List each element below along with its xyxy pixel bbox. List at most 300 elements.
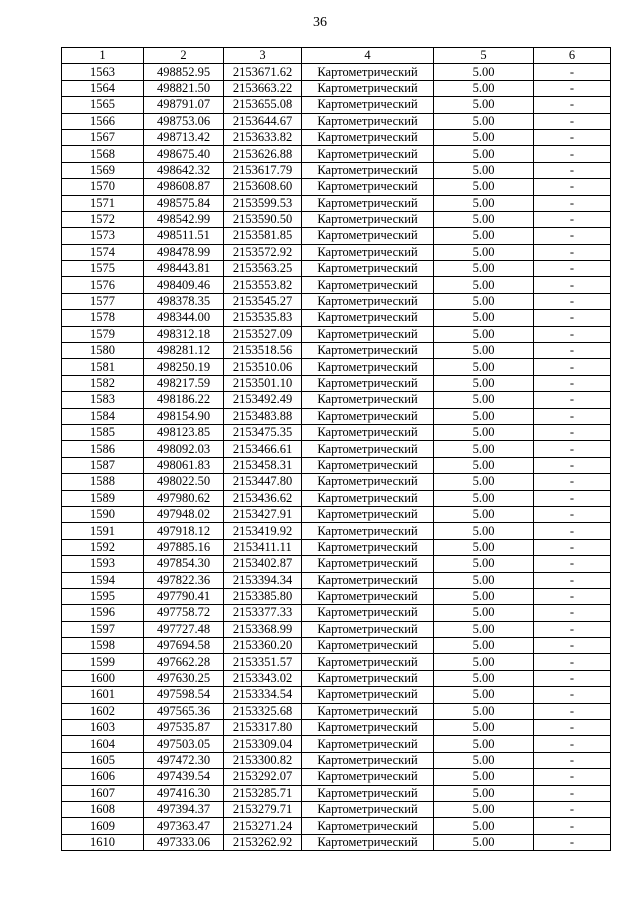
accuracy-cell: 5.00 — [434, 293, 534, 309]
accuracy-cell: 5.00 — [434, 343, 534, 359]
table-row — [62, 261, 611, 277]
method-cell: Картометрический — [302, 670, 434, 686]
accuracy-cell: 5.00 — [434, 539, 534, 555]
x-coordinate-cell: 497535.87 — [144, 720, 224, 736]
note-cell: - — [534, 211, 611, 227]
method-cell: Картометрический — [302, 801, 434, 817]
note-cell: - — [534, 343, 611, 359]
header-cell-3: 3 — [224, 48, 302, 64]
point-number-cell: 1590 — [62, 506, 144, 522]
x-coordinate-cell: 498753.06 — [144, 113, 224, 129]
point-number-cell: 1581 — [62, 359, 144, 375]
x-coordinate-cell: 497472.30 — [144, 752, 224, 768]
accuracy-cell: 5.00 — [434, 638, 534, 654]
y-coordinate-cell: 2153535.83 — [224, 310, 302, 326]
method-cell: Картометрический — [302, 703, 434, 719]
y-coordinate-cell: 2153553.82 — [224, 277, 302, 293]
accuracy-cell: 5.00 — [434, 523, 534, 539]
note-cell: - — [534, 392, 611, 408]
point-number-cell: 1599 — [62, 654, 144, 670]
y-coordinate-cell: 2153325.68 — [224, 703, 302, 719]
accuracy-cell: 5.00 — [434, 572, 534, 588]
table-row — [62, 474, 611, 490]
method-cell: Картометрический — [302, 818, 434, 834]
x-coordinate-cell: 498409.46 — [144, 277, 224, 293]
note-cell: - — [534, 474, 611, 490]
x-coordinate-cell: 497439.54 — [144, 769, 224, 785]
table-row — [62, 195, 611, 211]
point-number-cell: 1575 — [62, 261, 144, 277]
point-number-cell: 1600 — [62, 670, 144, 686]
y-coordinate-cell: 2153617.79 — [224, 162, 302, 178]
method-cell: Картометрический — [302, 310, 434, 326]
point-number-cell: 1578 — [62, 310, 144, 326]
point-number-cell: 1580 — [62, 343, 144, 359]
accuracy-cell: 5.00 — [434, 375, 534, 391]
x-coordinate-cell: 498478.99 — [144, 244, 224, 260]
note-cell: - — [534, 97, 611, 113]
y-coordinate-cell: 2153394.34 — [224, 572, 302, 588]
accuracy-cell: 5.00 — [434, 162, 534, 178]
point-number-cell: 1593 — [62, 556, 144, 572]
note-cell: - — [534, 129, 611, 145]
method-cell: Картометрический — [302, 195, 434, 211]
accuracy-cell: 5.00 — [434, 326, 534, 342]
header-cell-4: 4 — [302, 48, 434, 64]
note-cell: - — [534, 64, 611, 80]
accuracy-cell: 5.00 — [434, 211, 534, 227]
y-coordinate-cell: 2153655.08 — [224, 97, 302, 113]
y-coordinate-cell: 2153279.71 — [224, 801, 302, 817]
table-row — [62, 572, 611, 588]
note-cell: - — [534, 506, 611, 522]
accuracy-cell: 5.00 — [434, 424, 534, 440]
header-cell-1: 1 — [62, 48, 144, 64]
table-row — [62, 539, 611, 555]
note-cell: - — [534, 277, 611, 293]
method-cell: Картометрический — [302, 277, 434, 293]
point-number-cell: 1604 — [62, 736, 144, 752]
y-coordinate-cell: 2153475.35 — [224, 424, 302, 440]
table-row — [62, 588, 611, 604]
accuracy-cell: 5.00 — [434, 228, 534, 244]
x-coordinate-cell: 498443.81 — [144, 261, 224, 277]
x-coordinate-cell: 498250.19 — [144, 359, 224, 375]
point-number-cell: 1574 — [62, 244, 144, 260]
note-cell: - — [534, 588, 611, 604]
method-cell: Картометрический — [302, 638, 434, 654]
x-coordinate-cell: 498217.59 — [144, 375, 224, 391]
x-coordinate-cell: 498061.83 — [144, 457, 224, 473]
point-number-cell: 1595 — [62, 588, 144, 604]
table-row — [62, 375, 611, 391]
accuracy-cell: 5.00 — [434, 588, 534, 604]
note-cell: - — [534, 638, 611, 654]
table-row — [62, 654, 611, 670]
point-number-cell: 1605 — [62, 752, 144, 768]
method-cell: Картометрический — [302, 457, 434, 473]
y-coordinate-cell: 2153510.06 — [224, 359, 302, 375]
note-cell: - — [534, 490, 611, 506]
y-coordinate-cell: 2153518.56 — [224, 343, 302, 359]
method-cell: Картометрический — [302, 523, 434, 539]
table-row — [62, 556, 611, 572]
table-row — [62, 441, 611, 457]
accuracy-cell: 5.00 — [434, 556, 534, 572]
accuracy-cell: 5.00 — [434, 80, 534, 96]
point-number-cell: 1563 — [62, 64, 144, 80]
note-cell: - — [534, 556, 611, 572]
table-row — [62, 785, 611, 801]
accuracy-cell: 5.00 — [434, 834, 534, 850]
x-coordinate-cell: 498642.32 — [144, 162, 224, 178]
table-row — [62, 621, 611, 637]
method-cell: Картометрический — [302, 392, 434, 408]
point-number-cell: 1603 — [62, 720, 144, 736]
x-coordinate-cell: 497918.12 — [144, 523, 224, 539]
point-number-cell: 1591 — [62, 523, 144, 539]
table-row — [62, 752, 611, 768]
table-row — [62, 277, 611, 293]
method-cell: Картометрический — [302, 326, 434, 342]
method-cell: Картометрический — [302, 146, 434, 162]
y-coordinate-cell: 2153492.49 — [224, 392, 302, 408]
accuracy-cell: 5.00 — [434, 129, 534, 145]
accuracy-cell: 5.00 — [434, 261, 534, 277]
table-header — [62, 48, 611, 64]
method-cell: Картометрический — [302, 506, 434, 522]
method-cell: Картометрический — [302, 375, 434, 391]
point-number-cell: 1584 — [62, 408, 144, 424]
point-number-cell: 1567 — [62, 129, 144, 145]
method-cell: Картометрический — [302, 834, 434, 850]
x-coordinate-cell: 498675.40 — [144, 146, 224, 162]
x-coordinate-cell: 498542.99 — [144, 211, 224, 227]
x-coordinate-cell: 498312.18 — [144, 326, 224, 342]
accuracy-cell: 5.00 — [434, 392, 534, 408]
y-coordinate-cell: 2153599.53 — [224, 195, 302, 211]
point-number-cell: 1583 — [62, 392, 144, 408]
y-coordinate-cell: 2153262.92 — [224, 834, 302, 850]
accuracy-cell: 5.00 — [434, 474, 534, 490]
x-coordinate-cell: 497363.47 — [144, 818, 224, 834]
table-row — [62, 359, 611, 375]
y-coordinate-cell: 2153466.61 — [224, 441, 302, 457]
method-cell: Картометрический — [302, 605, 434, 621]
x-coordinate-cell: 497694.58 — [144, 638, 224, 654]
y-coordinate-cell: 2153334.54 — [224, 687, 302, 703]
table-row — [62, 293, 611, 309]
point-number-cell: 1564 — [62, 80, 144, 96]
accuracy-cell: 5.00 — [434, 720, 534, 736]
accuracy-cell: 5.00 — [434, 146, 534, 162]
point-number-cell: 1577 — [62, 293, 144, 309]
y-coordinate-cell: 2153368.99 — [224, 621, 302, 637]
x-coordinate-cell: 497758.72 — [144, 605, 224, 621]
table-row — [62, 605, 611, 621]
y-coordinate-cell: 2153309.04 — [224, 736, 302, 752]
x-coordinate-cell: 497416.30 — [144, 785, 224, 801]
table-row — [62, 228, 611, 244]
note-cell: - — [534, 523, 611, 539]
method-cell: Картометрический — [302, 113, 434, 129]
note-cell: - — [534, 179, 611, 195]
accuracy-cell: 5.00 — [434, 621, 534, 637]
method-cell: Картометрический — [302, 736, 434, 752]
y-coordinate-cell: 2153411.11 — [224, 539, 302, 555]
note-cell: - — [534, 736, 611, 752]
header-cell-2: 2 — [144, 48, 224, 64]
table-row — [62, 769, 611, 785]
x-coordinate-cell: 497333.06 — [144, 834, 224, 850]
y-coordinate-cell: 2153360.20 — [224, 638, 302, 654]
note-cell: - — [534, 572, 611, 588]
y-coordinate-cell: 2153563.25 — [224, 261, 302, 277]
x-coordinate-cell: 497598.54 — [144, 687, 224, 703]
accuracy-cell: 5.00 — [434, 785, 534, 801]
note-cell: - — [534, 834, 611, 850]
table-row — [62, 179, 611, 195]
note-cell: - — [534, 375, 611, 391]
y-coordinate-cell: 2153447.80 — [224, 474, 302, 490]
table-row — [62, 211, 611, 227]
x-coordinate-cell: 498022.50 — [144, 474, 224, 490]
accuracy-cell: 5.00 — [434, 703, 534, 719]
method-cell: Картометрический — [302, 572, 434, 588]
table-row — [62, 703, 611, 719]
y-coordinate-cell: 2153644.67 — [224, 113, 302, 129]
y-coordinate-cell: 2153545.27 — [224, 293, 302, 309]
point-number-cell: 1576 — [62, 277, 144, 293]
note-cell: - — [534, 818, 611, 834]
y-coordinate-cell: 2153633.82 — [224, 129, 302, 145]
y-coordinate-cell: 2153419.92 — [224, 523, 302, 539]
note-cell: - — [534, 146, 611, 162]
point-number-cell: 1596 — [62, 605, 144, 621]
table-row — [62, 506, 611, 522]
note-cell: - — [534, 441, 611, 457]
y-coordinate-cell: 2153501.10 — [224, 375, 302, 391]
table-row — [62, 818, 611, 834]
table-row — [62, 834, 611, 850]
note-cell: - — [534, 359, 611, 375]
method-cell: Картометрический — [302, 621, 434, 637]
point-number-cell: 1571 — [62, 195, 144, 211]
point-number-cell: 1601 — [62, 687, 144, 703]
note-cell: - — [534, 228, 611, 244]
method-cell: Картометрический — [302, 129, 434, 145]
table-row — [62, 129, 611, 145]
table-row — [62, 801, 611, 817]
method-cell: Картометрический — [302, 654, 434, 670]
note-cell: - — [534, 621, 611, 637]
x-coordinate-cell: 498344.00 — [144, 310, 224, 326]
note-cell: - — [534, 457, 611, 473]
y-coordinate-cell: 2153377.33 — [224, 605, 302, 621]
x-coordinate-cell: 497948.02 — [144, 506, 224, 522]
x-coordinate-cell: 497854.30 — [144, 556, 224, 572]
point-number-cell: 1608 — [62, 801, 144, 817]
table-row — [62, 408, 611, 424]
method-cell: Картометрический — [302, 556, 434, 572]
x-coordinate-cell: 498092.03 — [144, 441, 224, 457]
y-coordinate-cell: 2153292.07 — [224, 769, 302, 785]
x-coordinate-cell: 498791.07 — [144, 97, 224, 113]
table-row — [62, 343, 611, 359]
point-number-cell: 1602 — [62, 703, 144, 719]
x-coordinate-cell: 497822.36 — [144, 572, 224, 588]
method-cell: Картометрический — [302, 343, 434, 359]
method-cell: Картометрический — [302, 441, 434, 457]
x-coordinate-cell: 498511.51 — [144, 228, 224, 244]
method-cell: Картометрический — [302, 490, 434, 506]
note-cell: - — [534, 539, 611, 555]
point-number-cell: 1606 — [62, 769, 144, 785]
table-row — [62, 80, 611, 96]
note-cell: - — [534, 687, 611, 703]
x-coordinate-cell: 497565.36 — [144, 703, 224, 719]
x-coordinate-cell: 497727.48 — [144, 621, 224, 637]
note-cell: - — [534, 769, 611, 785]
accuracy-cell: 5.00 — [434, 506, 534, 522]
table-row — [62, 326, 611, 342]
point-number-cell: 1589 — [62, 490, 144, 506]
point-number-cell: 1565 — [62, 97, 144, 113]
x-coordinate-cell: 497394.37 — [144, 801, 224, 817]
method-cell: Картометрический — [302, 588, 434, 604]
method-cell: Картометрический — [302, 293, 434, 309]
accuracy-cell: 5.00 — [434, 670, 534, 686]
method-cell: Картометрический — [302, 261, 434, 277]
method-cell: Картометрический — [302, 80, 434, 96]
x-coordinate-cell: 498281.12 — [144, 343, 224, 359]
y-coordinate-cell: 2153483.88 — [224, 408, 302, 424]
y-coordinate-cell: 2153427.91 — [224, 506, 302, 522]
y-coordinate-cell: 2153285.71 — [224, 785, 302, 801]
table-row — [62, 720, 611, 736]
point-number-cell: 1588 — [62, 474, 144, 490]
accuracy-cell: 5.00 — [434, 64, 534, 80]
point-number-cell: 1572 — [62, 211, 144, 227]
point-number-cell: 1582 — [62, 375, 144, 391]
table-row — [62, 113, 611, 129]
point-number-cell: 1592 — [62, 539, 144, 555]
header-cell-6: 6 — [534, 48, 611, 64]
note-cell: - — [534, 605, 611, 621]
note-cell: - — [534, 408, 611, 424]
point-number-cell: 1597 — [62, 621, 144, 637]
method-cell: Картометрический — [302, 752, 434, 768]
accuracy-cell: 5.00 — [434, 310, 534, 326]
table-row — [62, 64, 611, 80]
y-coordinate-cell: 2153581.85 — [224, 228, 302, 244]
x-coordinate-cell: 498852.95 — [144, 64, 224, 80]
note-cell: - — [534, 720, 611, 736]
method-cell: Картометрический — [302, 228, 434, 244]
accuracy-cell: 5.00 — [434, 244, 534, 260]
x-coordinate-cell: 498608.87 — [144, 179, 224, 195]
accuracy-cell: 5.00 — [434, 359, 534, 375]
method-cell: Картометрический — [302, 785, 434, 801]
table-row — [62, 146, 611, 162]
y-coordinate-cell: 2153402.87 — [224, 556, 302, 572]
accuracy-cell: 5.00 — [434, 769, 534, 785]
table-row — [62, 638, 611, 654]
note-cell: - — [534, 424, 611, 440]
y-coordinate-cell: 2153271.24 — [224, 818, 302, 834]
accuracy-cell: 5.00 — [434, 818, 534, 834]
accuracy-cell: 5.00 — [434, 736, 534, 752]
method-cell: Картометрический — [302, 162, 434, 178]
accuracy-cell: 5.00 — [434, 179, 534, 195]
point-number-cell: 1598 — [62, 638, 144, 654]
table-row — [62, 687, 611, 703]
point-number-cell: 1607 — [62, 785, 144, 801]
method-cell: Картометрический — [302, 408, 434, 424]
y-coordinate-cell: 2153436.62 — [224, 490, 302, 506]
y-coordinate-cell: 2153671.62 — [224, 64, 302, 80]
accuracy-cell: 5.00 — [434, 654, 534, 670]
note-cell: - — [534, 261, 611, 277]
table-body — [62, 64, 611, 851]
table-row — [62, 424, 611, 440]
method-cell: Картометрический — [302, 474, 434, 490]
accuracy-cell: 5.00 — [434, 752, 534, 768]
accuracy-cell: 5.00 — [434, 605, 534, 621]
y-coordinate-cell: 2153317.80 — [224, 720, 302, 736]
header-row — [62, 48, 611, 64]
y-coordinate-cell: 2153385.80 — [224, 588, 302, 604]
method-cell: Картометрический — [302, 359, 434, 375]
method-cell: Картометрический — [302, 720, 434, 736]
point-number-cell: 1566 — [62, 113, 144, 129]
table-row — [62, 457, 611, 473]
point-number-cell: 1573 — [62, 228, 144, 244]
table-row — [62, 736, 611, 752]
note-cell: - — [534, 703, 611, 719]
note-cell: - — [534, 801, 611, 817]
y-coordinate-cell: 2153608.60 — [224, 179, 302, 195]
table-row — [62, 670, 611, 686]
method-cell: Картометрический — [302, 769, 434, 785]
x-coordinate-cell: 497503.05 — [144, 736, 224, 752]
accuracy-cell: 5.00 — [434, 195, 534, 211]
method-cell: Картометрический — [302, 539, 434, 555]
y-coordinate-cell: 2153351.57 — [224, 654, 302, 670]
y-coordinate-cell: 2153300.82 — [224, 752, 302, 768]
x-coordinate-cell: 498821.50 — [144, 80, 224, 96]
x-coordinate-cell: 497630.25 — [144, 670, 224, 686]
x-coordinate-cell: 497980.62 — [144, 490, 224, 506]
point-number-cell: 1585 — [62, 424, 144, 440]
accuracy-cell: 5.00 — [434, 687, 534, 703]
x-coordinate-cell: 498123.85 — [144, 424, 224, 440]
point-number-cell: 1610 — [62, 834, 144, 850]
note-cell: - — [534, 195, 611, 211]
y-coordinate-cell: 2153663.22 — [224, 80, 302, 96]
x-coordinate-cell: 498713.42 — [144, 129, 224, 145]
point-number-cell: 1579 — [62, 326, 144, 342]
y-coordinate-cell: 2153527.09 — [224, 326, 302, 342]
method-cell: Картометрический — [302, 211, 434, 227]
y-coordinate-cell: 2153590.50 — [224, 211, 302, 227]
table-row — [62, 392, 611, 408]
header-cell-5: 5 — [434, 48, 534, 64]
y-coordinate-cell: 2153343.02 — [224, 670, 302, 686]
note-cell: - — [534, 785, 611, 801]
point-number-cell: 1609 — [62, 818, 144, 834]
accuracy-cell: 5.00 — [434, 457, 534, 473]
